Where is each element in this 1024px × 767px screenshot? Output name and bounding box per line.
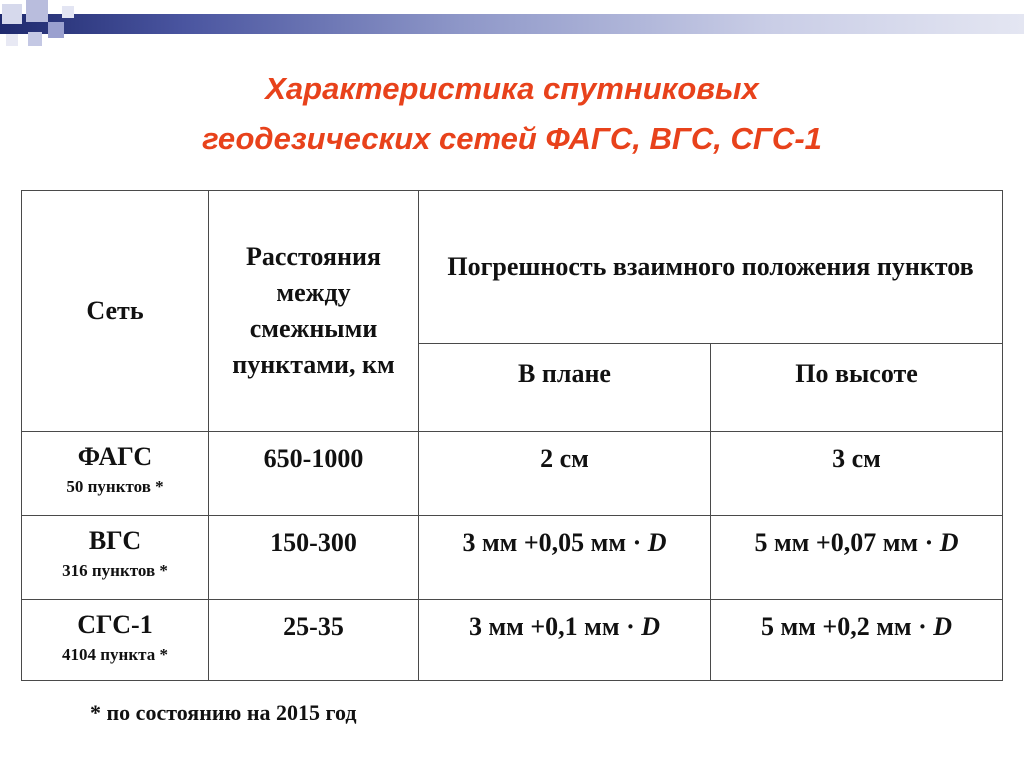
plan-error-value: 3 мм +0,05 мм · [462,528,648,557]
decor-square [2,4,22,24]
table-header-row [22,191,1003,344]
header-decor-bar [0,14,1024,34]
height-error-value: 3 см [711,432,1003,516]
height-error-value: 5 мм +0,07 мм · [754,528,940,557]
distance-value: 150-300 [209,516,419,600]
plan-error-cell [419,600,711,681]
title-line-2: геодезических сетей ФАГС, ВГС, СГС-1 [202,121,822,156]
row-network-cell [22,516,209,600]
height-error-var: D [939,528,959,557]
header-height: По высоте [711,344,1003,432]
plan-error-value: 3 мм +0,1 мм · [468,612,642,641]
height-error-cell [711,516,1003,600]
network-points: 316 пунктов * [62,561,168,580]
decor-square [6,34,18,46]
page-title [0,64,1024,164]
distance-value: 650-1000 [209,432,419,516]
distance-value: 25-35 [209,600,419,681]
height-error-var: D [933,612,953,641]
table-row [22,432,1003,516]
network-points: 50 пунктов * [66,477,164,496]
row-network-cell [22,600,209,681]
network-name: ВГС [88,526,142,555]
plan-error-value: 2 см [419,432,711,516]
header-distance: Расстояния между смежными пунктами, км [209,191,419,432]
network-points: 4104 пункта * [62,645,168,664]
plan-error-var: D [641,612,661,641]
header-plan: В плане [419,344,711,432]
plan-error-var: D [647,528,667,557]
table-row [22,600,1003,681]
decor-square [62,6,74,18]
footnote: * по состоянию на 2015 год [90,700,357,725]
plan-error-cell [419,516,711,600]
row-network-cell [22,432,209,516]
height-error-cell [711,600,1003,681]
networks-table [21,190,1003,681]
title-line-1: Характеристика спутниковых [265,71,759,106]
network-name: ФАГС [77,442,153,471]
decor-square [48,22,64,38]
table-row [22,516,1003,600]
network-name: СГС-1 [77,610,153,639]
decor-square [26,0,48,22]
header-network: Сеть [22,191,209,432]
height-error-value: 5 мм +0,2 мм · [760,612,934,641]
header-error-group: Погрешность взаимного положения пунктов [419,191,1003,344]
decor-square [28,32,42,46]
